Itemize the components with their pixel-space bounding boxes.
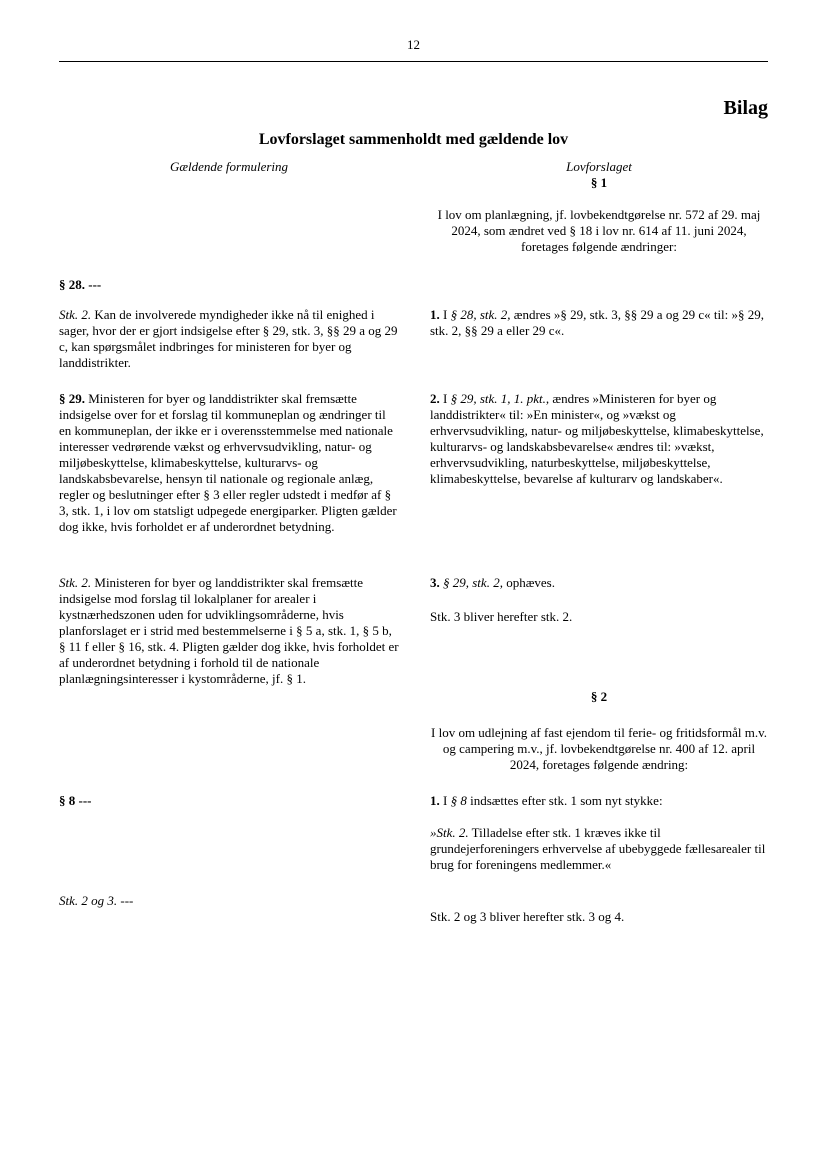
section-2-note: Stk. 2 og 3 bliver herefter stk. 3 og 4. [430,909,625,924]
page-number: 12 [407,37,420,52]
change-text: I [439,391,451,406]
change-2 [430,391,768,487]
change-text: I [439,307,451,322]
change-text: indsættes efter stk. 1 som nyt stykke: [466,793,663,808]
bilag-label: Bilag [723,97,768,119]
paragraph-8-heading: § 8 --- [59,793,92,808]
paragraph-28-heading: § 28. --- [59,277,102,292]
right-column-heading: Lovforslaget [566,159,632,174]
stk-label: Stk. 2. [59,575,92,590]
change-number: 1. [430,793,440,808]
left-column-heading: Gældende formulering [169,159,289,174]
change-text: ophæves. [502,575,555,590]
change-3-note: Stk. 3 bliver herefter stk. 2. [430,609,573,624]
section-2-intro: I lov om udlejning af fast ejendom til ferie- og fritidsformål m.v. og campering m.v., jf. lovbekendtgørelse nr. 400 af 12. april 2024, foretages følgende ændring: [431,725,767,772]
paragraph-8-stk23: Stk. 2 og 3. --- [59,893,134,908]
change-reference: § 28, stk. 2, [450,307,511,322]
paragraph-text: Ministeren for byer og landdistrikter skal fremsætte indsigelse mod forslag til lokalplaner for arealer i kystnærhedszonen uden for udviklingsområderne, hvis planforslaget er i strid med bestemmelserne i § 5 a, stk. 1, § 5 b, § 11 f eller § 16, stk. 4. Pligten gælder dog ikke, hvis forholdet er af underordnet betydning i forhold til de nationale planlægningsinteresser i kystområderne, jf. § 1. [59,575,399,686]
stk-label: Stk. 2. [59,307,92,322]
section-2-inserted-text [430,825,768,873]
inserted-text: Tilladelse efter stk. 1 kræves ikke til grundejerforeningers erhvervelse af ubebyggede fællesarealer til brug for foreningens medlemmer.« [430,825,766,872]
paragraph-label: § 29. [59,391,85,406]
header-rule [59,61,768,62]
change-reference: § 8 [450,793,467,808]
paragraph-text: Ministeren for byer og landdistrikter skal fremsætte indsigelse over for et forslag til kommuneplan og ændringer til en kommuneplan, der ikke er i overensstemmelse med nationale interesser vedrørende vækst og erhvervsudvikling, natur- og miljøbeskyttelse, klimabeskyttelse, kulturarvs- og landskabsbevarelse, hensyn til nationale og regionale anlæg, regler og beslutninger efter § 3 eller regler udstedt i medfør af § 3, stk. 1, i lov om statsligt udpegede energiparker. Pligten gælder dog ikke, hvis forholdet er af underordnet betydning. [59,391,397,534]
change-reference: § 29, stk. 2, [443,575,503,590]
paragraph-28-stk2 [59,307,399,371]
section-2-heading: § 2 [590,689,608,704]
document-title: Lovforslaget sammenholdt med gældende lov [258,131,569,148]
section-1-heading: § 1 [590,175,608,190]
paragraph-29-stk2 [59,575,399,687]
change-text: ændres »§ 29, stk. 3, §§ 29 a og 29 c« til: »§ 29, stk. 2, §§ 29 a eller 29 c«. [430,307,765,338]
section-2-change-1 [430,793,768,809]
section-1-intro: I lov om planlægning, jf. lovbekendtgørelse nr. 572 af 29. maj 2024, som ændret ved § 18 i lov nr. 614 af 11. juni 2024, foretages følgende ændringer: [437,207,761,254]
change-text: I [439,793,451,808]
change-text: ændres »Ministeren for byer og landdistrikter« til: »En minister«, og »vækst og erhvervsudvikling, natur- og miljøbeskyttelse, klimabeskyttelse, kulturarvs- og landskabsbevarelse« ændres til: »vækst, erhvervsudvikling, naturbeskyttelse, miljøbeskyttelse, klimabeskyttelse, bevarelse af kulturarv og landskaber«. [430,391,764,486]
change-number: 1. [430,307,440,322]
change-3 [430,575,768,591]
change-number: 3. [430,575,440,590]
change-number: 2. [430,391,440,406]
change-reference: § 29, stk. 1, 1. pkt., [450,391,550,406]
paragraph-text: Kan de involverede myndigheder ikke nå til enighed i sager, hvor der er gjort indsigelse efter § 29, stk. 3, §§ 29 a og 29 c, kan spørgsmålet indbringes for ministeren for byer og landdistrikter. [59,307,398,370]
stk-label: »Stk. 2. [430,825,469,840]
paragraph-29 [59,391,399,535]
change-1 [430,307,768,339]
